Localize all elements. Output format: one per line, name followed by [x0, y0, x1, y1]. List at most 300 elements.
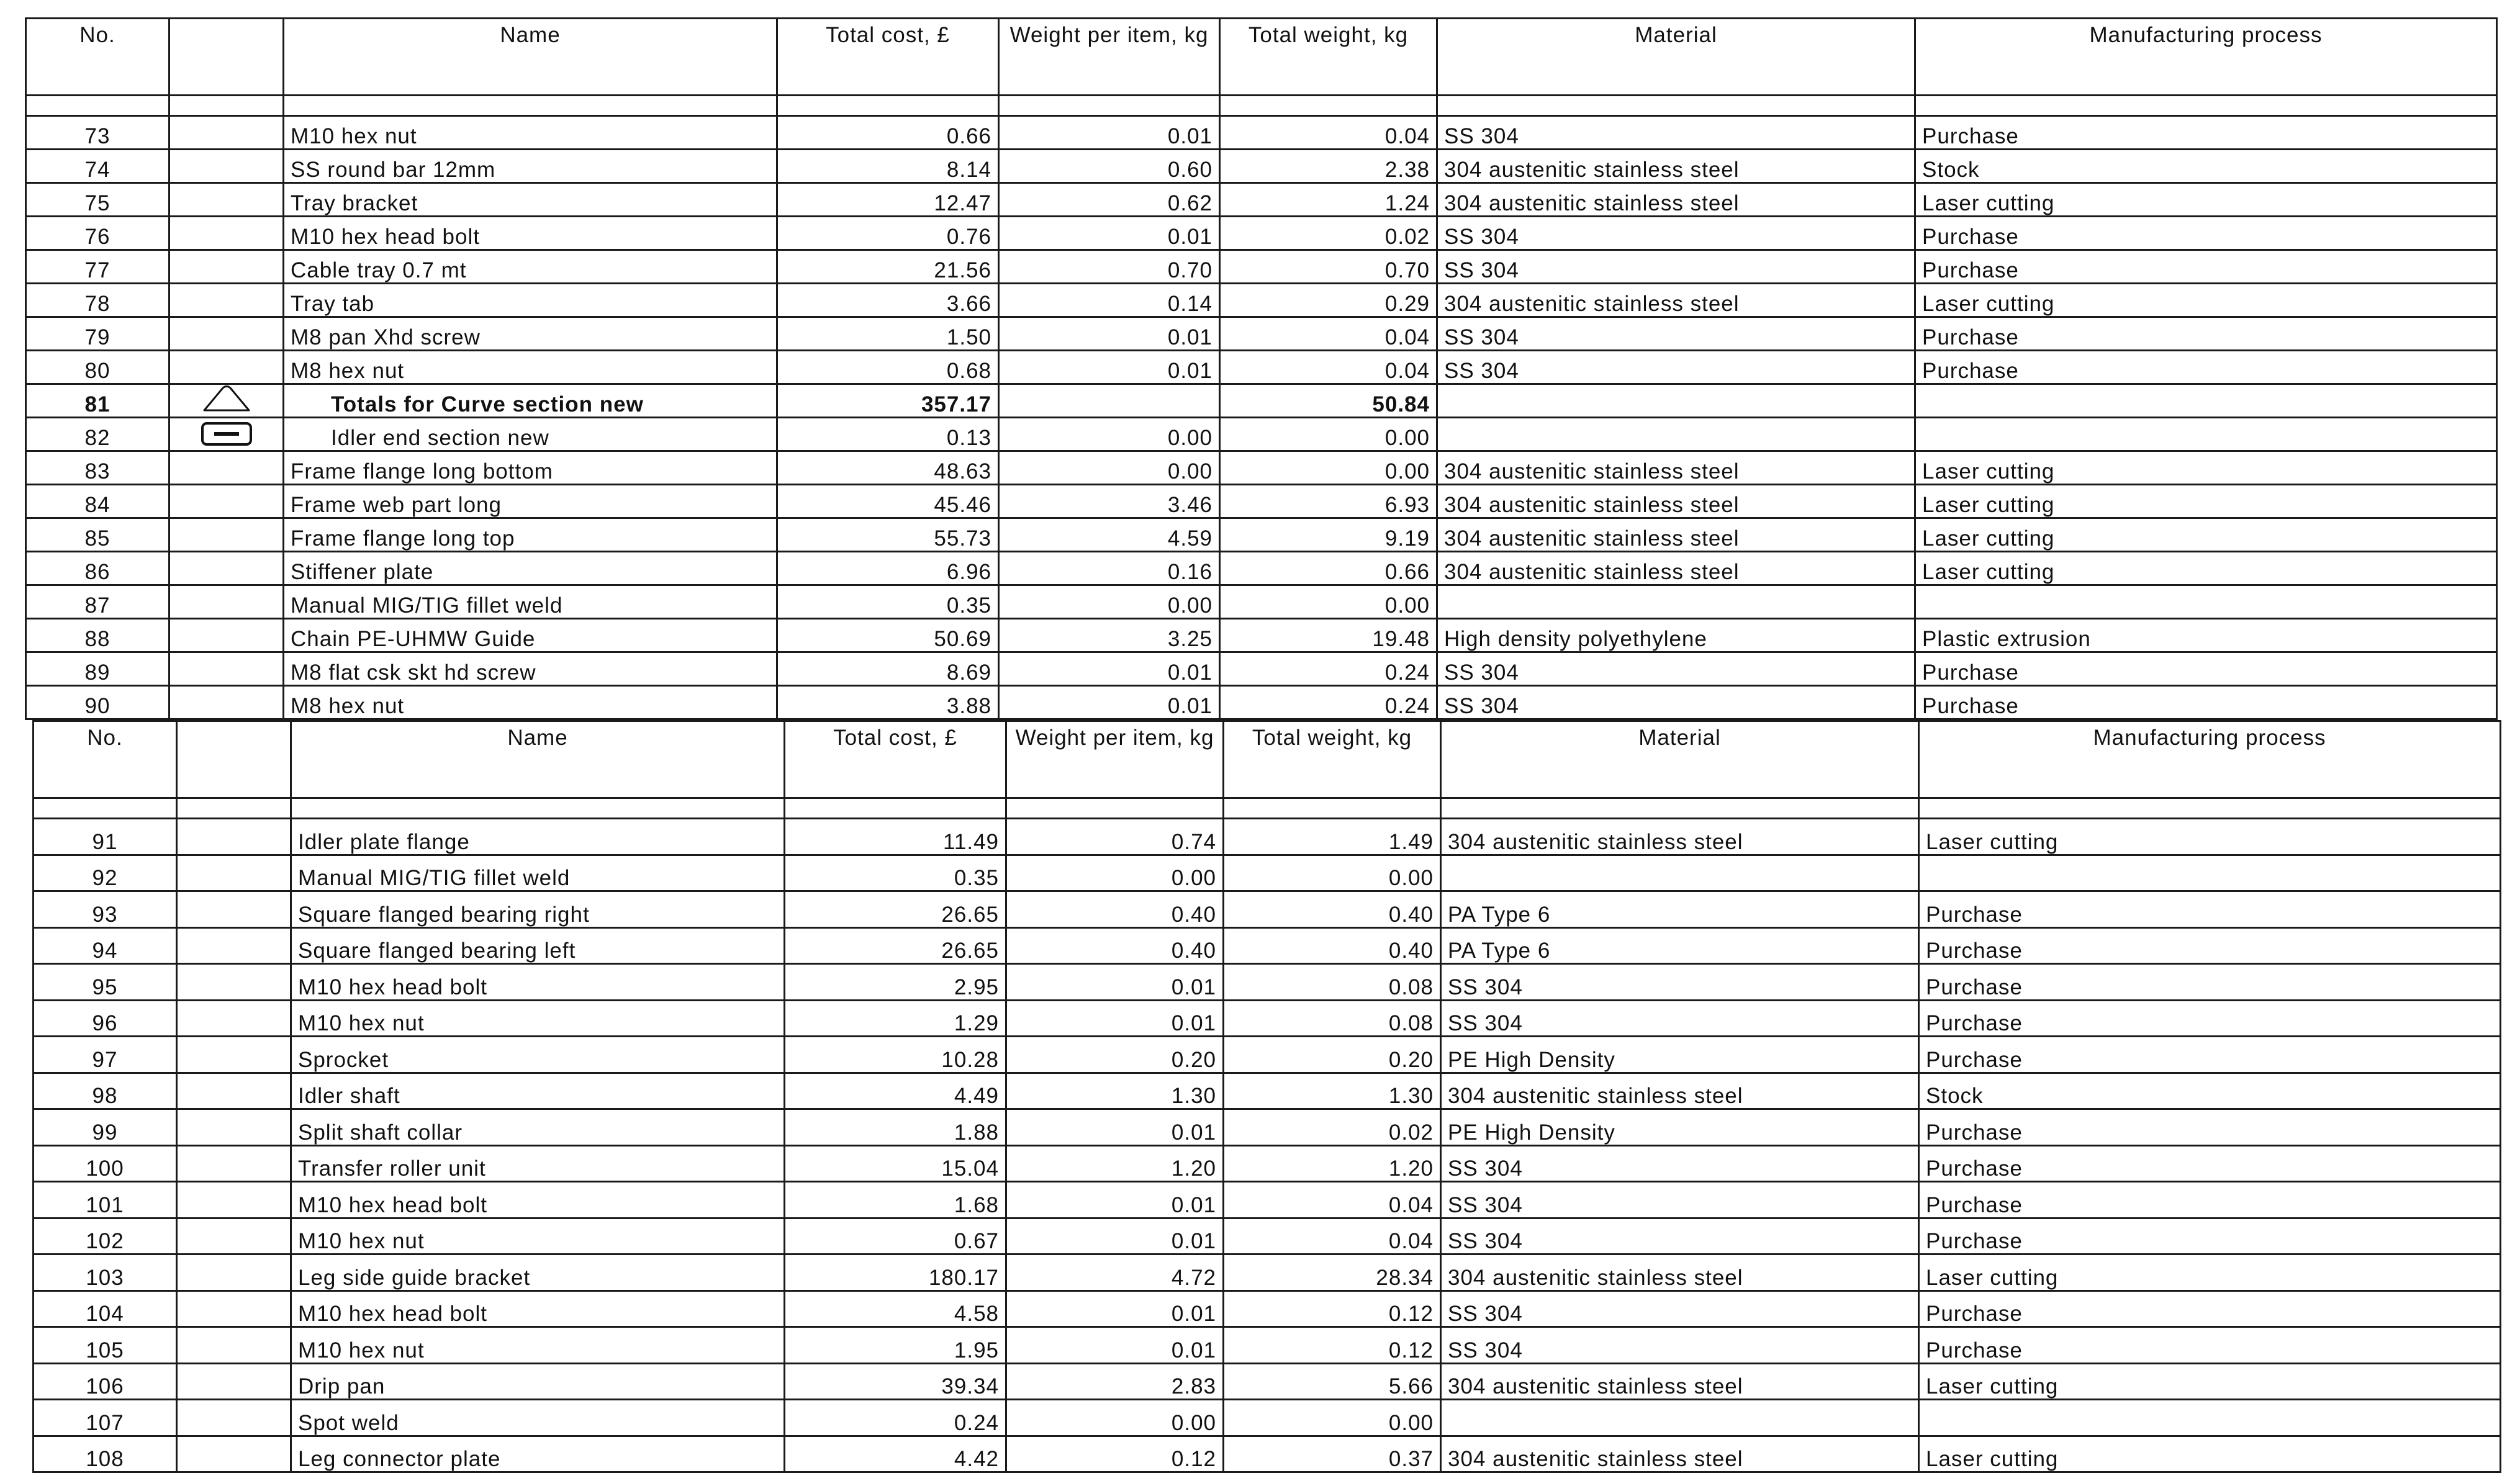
cell-total-weight: 2.38 [1220, 150, 1437, 183]
cell-weight-per-item: 1.20 [1006, 1145, 1224, 1182]
cell-no: 88 [26, 619, 169, 652]
cell-no: 92 [34, 855, 177, 891]
cell-icon [169, 451, 284, 485]
cell-total-cost: 45.46 [777, 485, 999, 518]
cell-material: SS 304 [1437, 652, 1915, 686]
table-row[interactable] [34, 1109, 2501, 1146]
cell-material: High density polyethylene [1437, 619, 1915, 652]
cell-icon [177, 1037, 291, 1073]
cell-total-cost: 1.95 [785, 1327, 1006, 1364]
cell-icon [177, 1363, 291, 1400]
col-header-icon [177, 721, 291, 798]
cell-name: M10 hex nut [291, 1000, 785, 1037]
cell-no: 90 [26, 686, 169, 719]
cell-name: Spot weld [291, 1400, 785, 1436]
col-header-total-cost[interactable]: Total cost, £ [777, 19, 999, 96]
cell-weight-per-item: 0.40 [1006, 927, 1224, 964]
col-header-no[interactable]: No. [34, 721, 177, 798]
cell-no: 85 [26, 518, 169, 552]
cell-total-cost: 0.35 [777, 585, 999, 619]
cell-icon [169, 585, 284, 619]
table-row[interactable] [34, 891, 2501, 928]
cell-icon [169, 351, 284, 384]
cell-process: Purchase [1919, 1182, 2501, 1218]
cell-material: PA Type 6 [1441, 927, 1919, 964]
cell-no: 105 [34, 1327, 177, 1364]
cell-total-weight: 0.12 [1224, 1327, 1441, 1364]
cell-material: 304 austenitic stainless steel [1437, 451, 1915, 485]
cell-total-weight: 0.40 [1224, 891, 1441, 928]
cell-name: Frame web part long [284, 485, 777, 518]
cell-total-cost: 50.69 [777, 619, 999, 652]
cell-weight-per-item: 4.59 [999, 518, 1220, 552]
cell-total-weight: 28.34 [1224, 1255, 1441, 1291]
cell-name: Tray tab [284, 284, 777, 317]
cell-process [1915, 384, 2497, 418]
cell-material: SS 304 [1437, 217, 1915, 250]
cell-weight-per-item: 0.01 [999, 686, 1220, 719]
cell-total-weight: 0.04 [1220, 116, 1437, 150]
header-spacer [34, 798, 2501, 819]
cell-process: Purchase [1915, 351, 2497, 384]
cell-icon [177, 1109, 291, 1146]
cell-process: Laser cutting [1915, 183, 2497, 217]
cell-total-cost: 8.14 [777, 150, 999, 183]
cell-total-weight: 0.40 [1224, 927, 1441, 964]
cell-total-weight: 0.00 [1220, 585, 1437, 619]
cell-total-weight: 0.08 [1224, 1000, 1441, 1037]
cell-no: 77 [26, 250, 169, 284]
cell-process: Laser cutting [1915, 284, 2497, 317]
table-row[interactable] [34, 855, 2501, 891]
cell-material: 304 austenitic stainless steel [1441, 1073, 1919, 1109]
cell-icon [169, 284, 284, 317]
cell-material: 304 austenitic stainless steel [1441, 819, 1919, 855]
cell-total-weight: 0.04 [1220, 317, 1437, 351]
cell-total-cost: 1.68 [785, 1182, 1006, 1218]
cell-icon [169, 250, 284, 284]
cell-weight-per-item: 1.30 [1006, 1073, 1224, 1109]
cell-total-cost: 11.49 [785, 819, 1006, 855]
cell-total-weight: 0.04 [1224, 1218, 1441, 1255]
cell-no: 95 [34, 964, 177, 1001]
cell-process [1915, 585, 2497, 619]
cell-weight-per-item: 0.01 [1006, 1182, 1224, 1218]
cell-no: 75 [26, 183, 169, 217]
table-row[interactable] [34, 964, 2501, 1001]
cell-weight-per-item: 0.12 [1006, 1436, 1224, 1472]
cell-process: Laser cutting [1915, 451, 2497, 485]
cell-material: 304 austenitic stainless steel [1437, 284, 1915, 317]
cell-no: 101 [34, 1182, 177, 1218]
cell-material: SS 304 [1437, 317, 1915, 351]
cell-material: PA Type 6 [1441, 891, 1919, 928]
cell-no: 84 [26, 485, 169, 518]
cell-weight-per-item: 0.16 [999, 552, 1220, 585]
cell-no: 86 [26, 552, 169, 585]
cell-total-weight: 0.70 [1220, 250, 1437, 284]
cell-material: SS 304 [1441, 1218, 1919, 1255]
bom-table-2 [32, 720, 2501, 1473]
cell-weight-per-item: 0.01 [1006, 1000, 1224, 1037]
col-header-weight-per-item[interactable]: Weight per item, kg [1006, 721, 1224, 798]
cell-icon [169, 317, 284, 351]
table-row[interactable] [34, 1255, 2501, 1291]
col-header-name[interactable]: Name [284, 19, 777, 96]
cell-material: SS 304 [1441, 1327, 1919, 1364]
cell-no: 80 [26, 351, 169, 384]
cell-total-weight: 0.04 [1220, 351, 1437, 384]
cell-total-weight: 0.29 [1220, 284, 1437, 317]
cell-total-weight: 0.37 [1224, 1436, 1441, 1472]
cell-total-cost: 2.95 [785, 964, 1006, 1001]
cell-no: 97 [34, 1037, 177, 1073]
cell-name: Manual MIG/TIG fillet weld [284, 585, 777, 619]
table-row[interactable] [26, 585, 2497, 619]
cell-name: M10 hex head bolt [284, 217, 777, 250]
cell-weight-per-item: 0.01 [999, 652, 1220, 686]
table-row[interactable] [26, 619, 2497, 652]
cell-material [1441, 855, 1919, 891]
cell-name: M10 hex head bolt [291, 1182, 785, 1218]
cell-total-weight: 0.02 [1224, 1109, 1441, 1146]
cell-icon [177, 964, 291, 1001]
cell-weight-per-item: 0.01 [999, 217, 1220, 250]
cell-material: SS 304 [1441, 964, 1919, 1001]
cell-total-cost: 0.13 [777, 418, 999, 451]
table-row[interactable] [26, 317, 2497, 351]
cell-total-cost: 6.96 [777, 552, 999, 585]
cell-weight-per-item: 0.01 [1006, 1109, 1224, 1146]
cell-name: Manual MIG/TIG fillet weld [291, 855, 785, 891]
cell-total-cost: 0.67 [785, 1218, 1006, 1255]
cell-process: Purchase [1919, 964, 2501, 1001]
table-row[interactable] [34, 1182, 2501, 1218]
cell-icon [169, 418, 284, 451]
cell-no: 89 [26, 652, 169, 686]
cell-material: SS 304 [1437, 116, 1915, 150]
cell-process: Laser cutting [1919, 1363, 2501, 1400]
cell-process: Purchase [1919, 927, 2501, 964]
cell-material: 304 austenitic stainless steel [1437, 485, 1915, 518]
cell-weight-per-item: 3.25 [999, 619, 1220, 652]
cell-icon [177, 1218, 291, 1255]
header-spacer [26, 96, 2497, 116]
cell-name: M10 hex head bolt [291, 964, 785, 1001]
cell-total-weight: 9.19 [1220, 518, 1437, 552]
cell-no: 93 [34, 891, 177, 928]
cell-icon [177, 1436, 291, 1472]
cell-total-weight: 0.08 [1224, 964, 1441, 1001]
cell-weight-per-item: 0.00 [999, 585, 1220, 619]
cell-total-weight: 1.20 [1224, 1145, 1441, 1182]
table-row[interactable] [34, 1400, 2501, 1436]
table-row[interactable] [26, 686, 2497, 719]
col-header-total-weight[interactable]: Total weight, kg [1220, 19, 1437, 96]
cell-weight-per-item: 2.83 [1006, 1363, 1224, 1400]
table-row[interactable] [34, 1218, 2501, 1255]
cell-total-cost: 55.73 [777, 518, 999, 552]
table-row[interactable] [26, 150, 2497, 183]
cell-total-weight: 0.00 [1224, 855, 1441, 891]
cell-icon [169, 652, 284, 686]
cell-material: SS 304 [1437, 250, 1915, 284]
cell-icon [177, 1291, 291, 1327]
cell-name: Idler plate flange [291, 819, 785, 855]
cell-total-cost: 357.17 [777, 384, 999, 418]
cell-name: Transfer roller unit [291, 1145, 785, 1182]
cell-no: 103 [34, 1255, 177, 1291]
cell-name: M10 hex nut [291, 1218, 785, 1255]
cell-weight-per-item: 0.20 [1006, 1037, 1224, 1073]
table-row[interactable] [34, 927, 2501, 964]
cell-total-cost: 12.47 [777, 183, 999, 217]
cell-icon [177, 1073, 291, 1109]
cell-weight-per-item [999, 384, 1220, 418]
cell-weight-per-item: 0.60 [999, 150, 1220, 183]
cell-process [1919, 1400, 2501, 1436]
cell-process: Laser cutting [1919, 819, 2501, 855]
cell-total-cost: 180.17 [785, 1255, 1006, 1291]
cell-process: Purchase [1919, 1000, 2501, 1037]
cell-total-cost: 4.58 [785, 1291, 1006, 1327]
cell-process: Purchase [1919, 1109, 2501, 1146]
table-header-row [26, 19, 2497, 96]
cell-name: Cable tray 0.7 mt [284, 250, 777, 284]
cell-weight-per-item: 0.01 [999, 351, 1220, 384]
cell-icon [177, 927, 291, 964]
cell-total-cost: 21.56 [777, 250, 999, 284]
table-row[interactable] [26, 418, 2497, 451]
cell-total-weight: 50.84 [1220, 384, 1437, 418]
cell-total-weight: 5.66 [1224, 1363, 1441, 1400]
cell-total-weight: 6.93 [1220, 485, 1437, 518]
cell-process [1915, 418, 2497, 451]
cell-icon [177, 1255, 291, 1291]
cell-icon [177, 891, 291, 928]
cell-icon [177, 1400, 291, 1436]
table-row[interactable] [34, 1436, 2501, 1472]
table-row[interactable] [34, 819, 2501, 855]
table-row[interactable] [34, 1073, 2501, 1109]
cell-material [1441, 1400, 1919, 1436]
cell-name: SS round bar 12mm [284, 150, 777, 183]
cell-no: 108 [34, 1436, 177, 1472]
cell-process: Purchase [1919, 1145, 2501, 1182]
cell-weight-per-item: 3.46 [999, 485, 1220, 518]
cell-no: 94 [34, 927, 177, 964]
cell-total-cost: 0.68 [777, 351, 999, 384]
cell-name: Drip pan [291, 1363, 785, 1400]
col-header-name[interactable]: Name [291, 721, 785, 798]
cell-weight-per-item: 0.62 [999, 183, 1220, 217]
cell-process: Purchase [1919, 1037, 2501, 1073]
cell-icon [169, 150, 284, 183]
cell-material: SS 304 [1441, 1145, 1919, 1182]
cell-weight-per-item: 0.00 [1006, 855, 1224, 891]
cell-total-cost: 0.76 [777, 217, 999, 250]
cell-process: Purchase [1919, 1218, 2501, 1255]
table-row[interactable] [26, 116, 2497, 150]
cell-icon [177, 1145, 291, 1182]
cell-total-cost: 0.35 [785, 855, 1006, 891]
table-row[interactable] [34, 1327, 2501, 1364]
cell-icon [169, 217, 284, 250]
cell-material: SS 304 [1437, 686, 1915, 719]
cell-material: 304 austenitic stainless steel [1437, 552, 1915, 585]
cell-weight-per-item: 0.74 [1006, 819, 1224, 855]
table-row[interactable] [26, 217, 2497, 250]
col-header-no[interactable]: No. [26, 19, 169, 96]
cell-total-weight: 1.30 [1224, 1073, 1441, 1109]
cell-total-weight: 19.48 [1220, 619, 1437, 652]
cell-weight-per-item: 0.70 [999, 250, 1220, 284]
cell-weight-per-item: 0.40 [1006, 891, 1224, 928]
table-row[interactable] [34, 1291, 2501, 1327]
cell-icon [169, 384, 284, 418]
cell-no: 73 [26, 116, 169, 150]
cell-total-weight: 0.20 [1224, 1037, 1441, 1073]
cell-name: M8 flat csk skt hd screw [284, 652, 777, 686]
table-body [34, 819, 2501, 1472]
cell-no: 100 [34, 1145, 177, 1182]
cell-total-cost: 3.88 [777, 686, 999, 719]
cell-no: 76 [26, 217, 169, 250]
cell-total-cost: 4.42 [785, 1436, 1006, 1472]
cell-name: M10 hex nut [291, 1327, 785, 1364]
cell-no: 99 [34, 1109, 177, 1146]
cell-weight-per-item: 4.72 [1006, 1255, 1224, 1291]
cell-name: Frame flange long top [284, 518, 777, 552]
cell-material: 304 austenitic stainless steel [1437, 150, 1915, 183]
col-header-icon [169, 19, 284, 96]
cell-name: Split shaft collar [291, 1109, 785, 1146]
table-row[interactable] [26, 384, 2497, 418]
cell-material: SS 304 [1437, 351, 1915, 384]
cell-weight-per-item: 0.01 [1006, 964, 1224, 1001]
cell-total-weight: 0.00 [1220, 418, 1437, 451]
table-row[interactable] [26, 652, 2497, 686]
collapse-triangle-icon[interactable] [202, 385, 251, 417]
cell-icon [177, 855, 291, 891]
cell-process: Purchase [1919, 1327, 2501, 1364]
cell-total-weight: 0.66 [1220, 552, 1437, 585]
cell-process: Purchase [1915, 652, 2497, 686]
cell-icon [169, 116, 284, 150]
cell-no: 91 [34, 819, 177, 855]
cell-total-weight: 0.12 [1224, 1291, 1441, 1327]
cell-name: Tray bracket [284, 183, 777, 217]
cell-weight-per-item: 0.01 [1006, 1218, 1224, 1255]
table-row[interactable] [26, 284, 2497, 317]
cell-material: 304 austenitic stainless steel [1441, 1255, 1919, 1291]
cell-weight-per-item: 0.00 [999, 451, 1220, 485]
cell-weight-per-item: 0.01 [999, 116, 1220, 150]
cell-total-weight: 0.00 [1224, 1400, 1441, 1436]
col-header-process[interactable]: Manufacturing process [1915, 19, 2497, 96]
table-row[interactable] [26, 250, 2497, 284]
cell-material: PE High Density [1441, 1037, 1919, 1073]
cell-icon [177, 1327, 291, 1364]
cell-process: Purchase [1915, 317, 2497, 351]
cell-icon [169, 686, 284, 719]
table-row[interactable] [26, 351, 2497, 384]
cell-name: M8 hex nut [284, 351, 777, 384]
cell-no: 102 [34, 1218, 177, 1255]
cell-total-weight: 0.00 [1220, 451, 1437, 485]
cell-total-weight: 0.04 [1224, 1182, 1441, 1218]
collapse-box-icon[interactable] [201, 421, 253, 450]
cell-name: M10 hex head bolt [291, 1291, 785, 1327]
cell-no: 74 [26, 150, 169, 183]
cell-total-cost: 1.88 [785, 1109, 1006, 1146]
cell-material [1437, 418, 1915, 451]
cell-total-weight: 0.24 [1220, 652, 1437, 686]
cell-name: Square flanged bearing left [291, 927, 785, 964]
table-row[interactable] [26, 183, 2497, 217]
table-row[interactable] [34, 1363, 2501, 1400]
cell-process: Plastic extrusion [1915, 619, 2497, 652]
cell-name: Leg side guide bracket [291, 1255, 785, 1291]
cell-no: 79 [26, 317, 169, 351]
cell-no: 107 [34, 1400, 177, 1436]
cell-process: Stock [1915, 150, 2497, 183]
cell-process: Laser cutting [1915, 552, 2497, 585]
cell-process: Purchase [1919, 1291, 2501, 1327]
table-body [26, 116, 2497, 719]
table-row[interactable] [26, 451, 2497, 485]
cell-name: M8 pan Xhd screw [284, 317, 777, 351]
cell-name: Idler shaft [291, 1073, 785, 1109]
cell-name: Square flanged bearing right [291, 891, 785, 928]
table-row[interactable] [26, 552, 2497, 585]
cell-name: Idler end section new [284, 418, 777, 451]
cell-process: Laser cutting [1919, 1436, 2501, 1472]
col-header-material[interactable]: Material [1437, 19, 1915, 96]
col-header-total-weight[interactable]: Total weight, kg [1224, 721, 1441, 798]
table-row[interactable] [26, 518, 2497, 552]
cell-name: Frame flange long bottom [284, 451, 777, 485]
cell-total-cost: 26.65 [785, 891, 1006, 928]
cell-no: 81 [26, 384, 169, 418]
cell-icon [169, 183, 284, 217]
cell-icon [177, 819, 291, 855]
cell-process: Purchase [1915, 116, 2497, 150]
cell-icon [177, 1000, 291, 1037]
cell-weight-per-item: 0.01 [1006, 1327, 1224, 1364]
table-row[interactable] [34, 1145, 2501, 1182]
col-header-weight-per-item[interactable]: Weight per item, kg [999, 19, 1220, 96]
cell-total-cost: 1.50 [777, 317, 999, 351]
cell-total-weight: 1.49 [1224, 819, 1441, 855]
table-row[interactable] [34, 1037, 2501, 1073]
cell-icon [169, 619, 284, 652]
col-header-total-cost[interactable]: Total cost, £ [785, 721, 1006, 798]
cell-no: 96 [34, 1000, 177, 1037]
table-row[interactable] [26, 485, 2497, 518]
cell-total-cost: 4.49 [785, 1073, 1006, 1109]
cell-name: Leg connector plate [291, 1436, 785, 1472]
cell-total-cost: 0.24 [785, 1400, 1006, 1436]
col-header-process[interactable]: Manufacturing process [1919, 721, 2501, 798]
table-row[interactable] [34, 1000, 2501, 1037]
cell-material: 304 austenitic stainless steel [1437, 183, 1915, 217]
cell-process: Purchase [1919, 891, 2501, 928]
cell-total-cost: 26.65 [785, 927, 1006, 964]
cell-name: Stiffener plate [284, 552, 777, 585]
bom-table-1 [25, 17, 2498, 720]
col-header-material[interactable]: Material [1441, 721, 1919, 798]
